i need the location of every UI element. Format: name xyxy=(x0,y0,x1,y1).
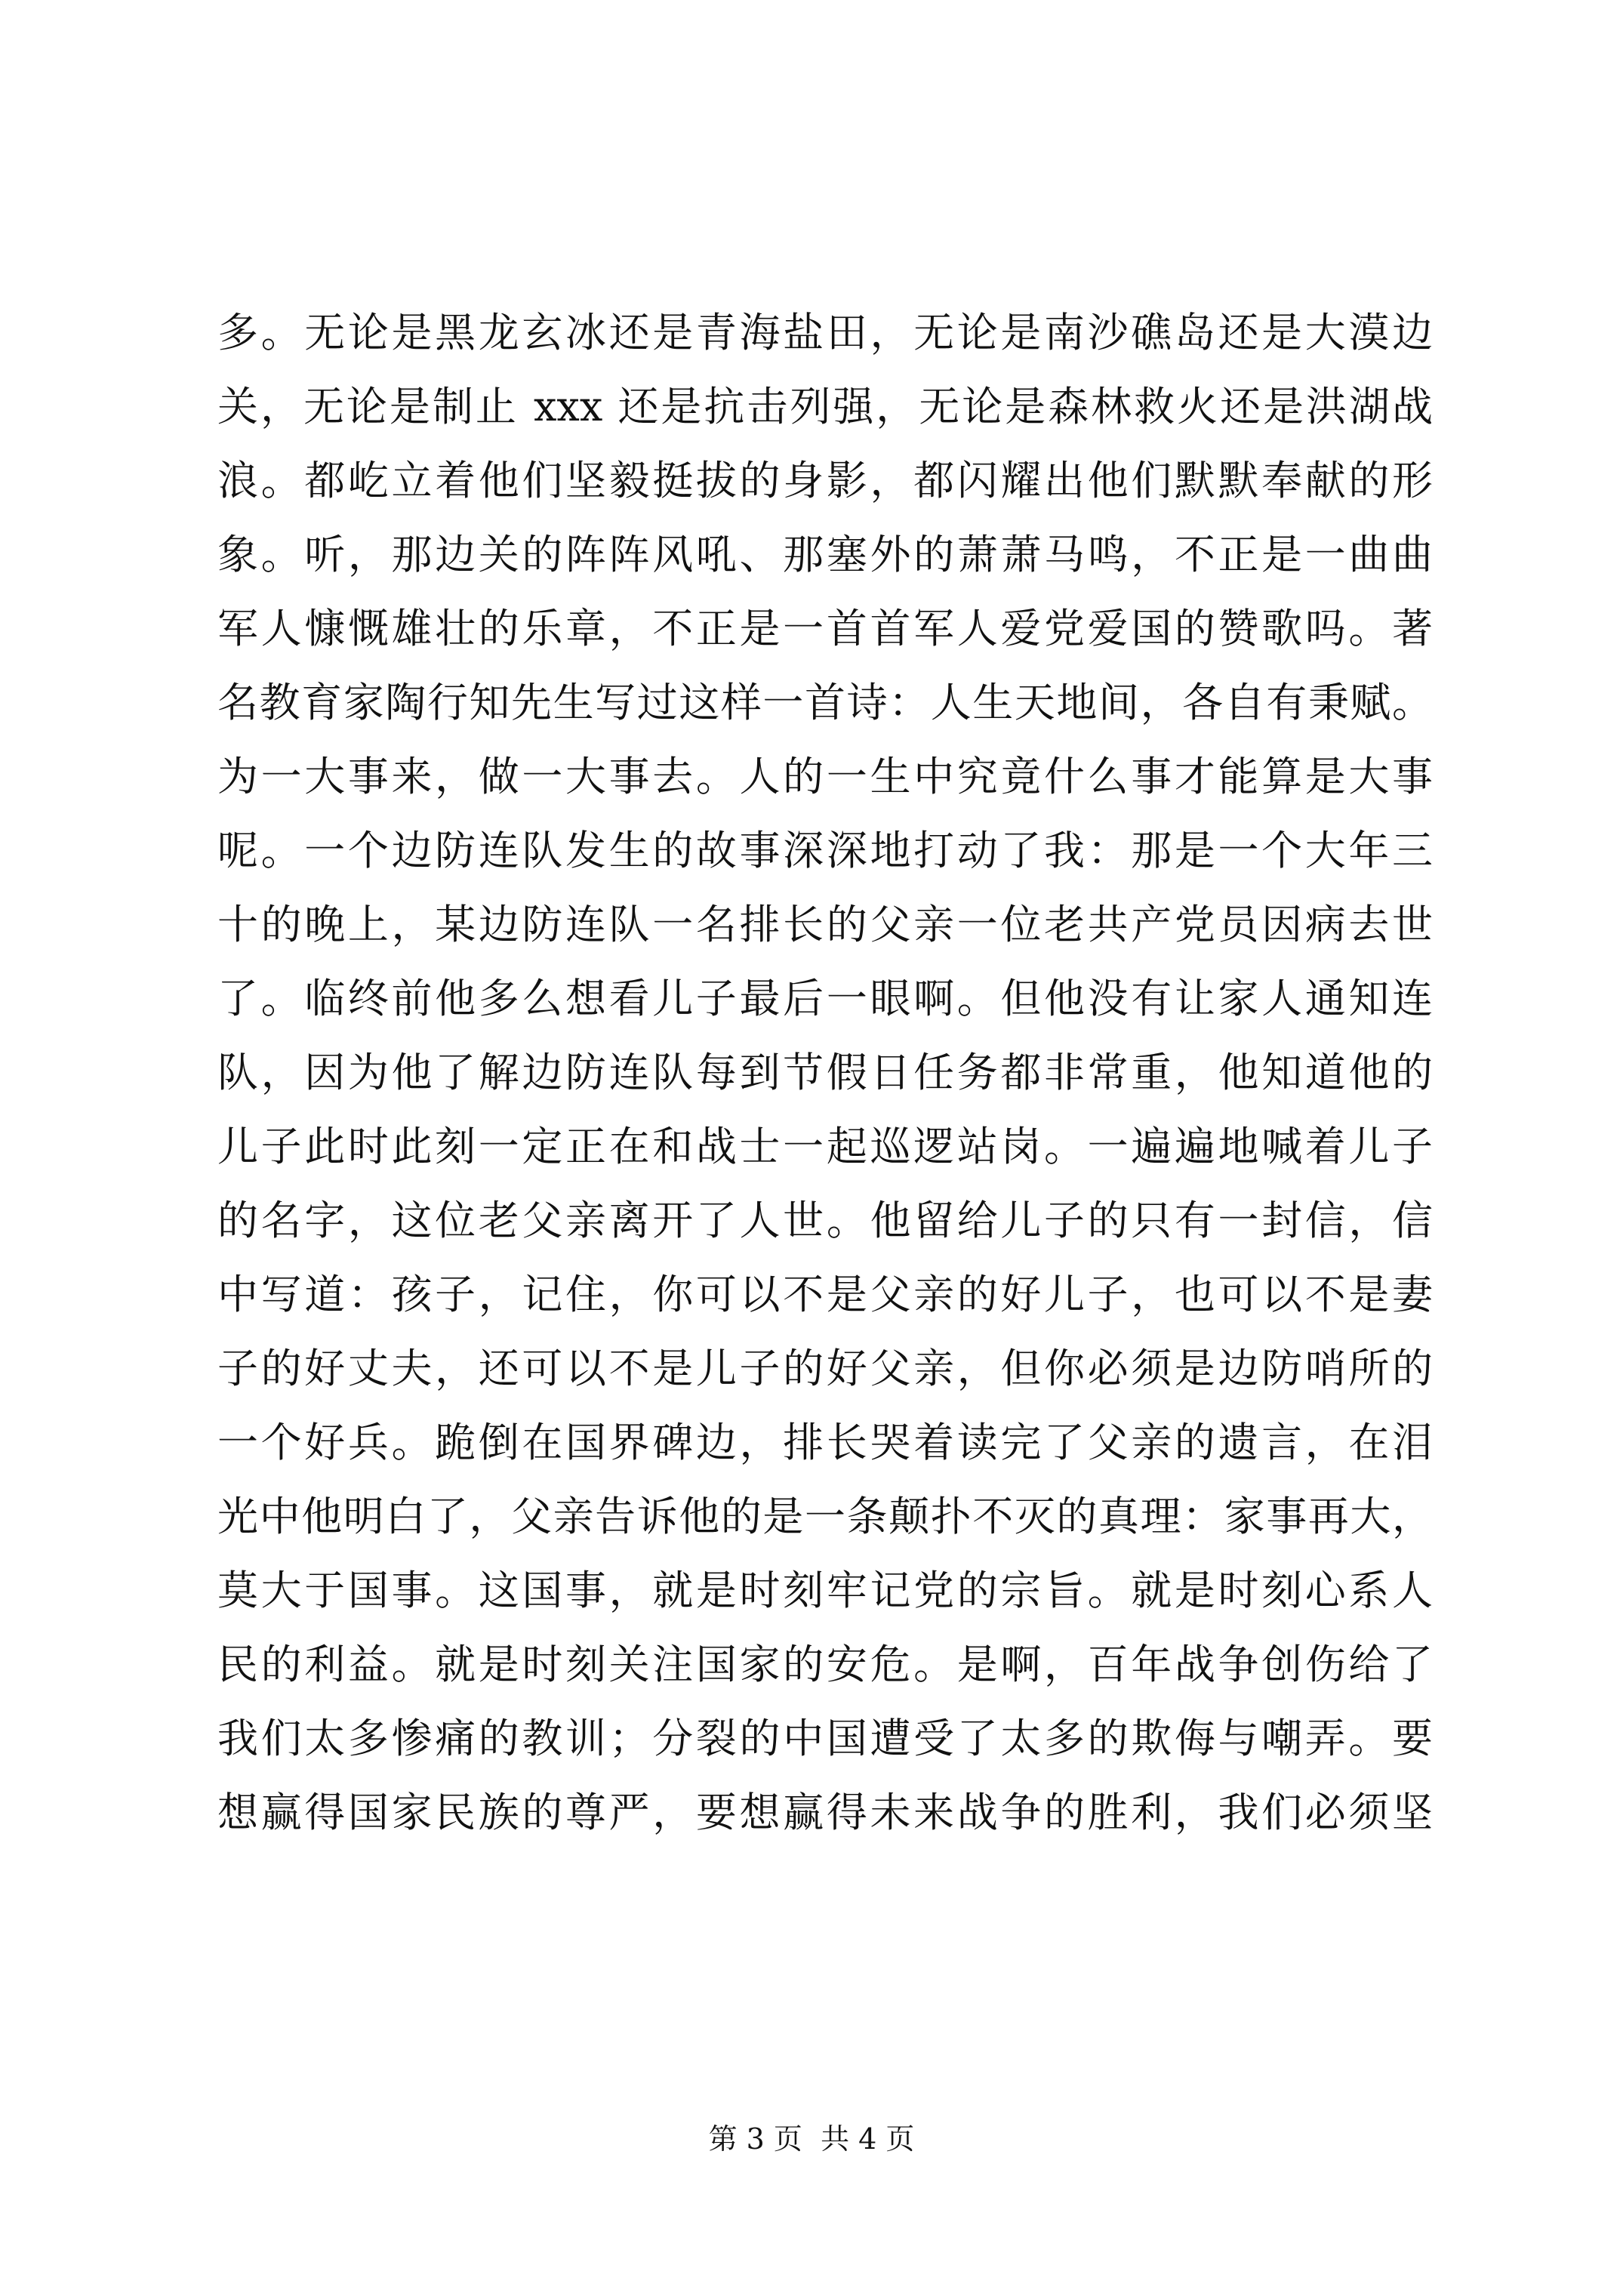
text-line: 呢。一个边防连队发生的故事深深地打动了我：那是一个大年三 xyxy=(217,827,1433,874)
text-line: 子的好丈夫，还可以不是儿子的好父亲，但你必须是边防哨所的 xyxy=(217,1345,1433,1392)
text-line: 象。听，那边关的阵阵风吼、那塞外的萧萧马鸣，不正是一曲曲 xyxy=(217,531,1433,578)
page-number: 第 3 页 共 4 页 xyxy=(708,2122,915,2156)
text-line: 想赢得国家民族的尊严，要想赢得未来战争的胜利，我们必须坚 xyxy=(217,1789,1433,1836)
text-line: 队，因为他了解边防连队每到节假日任务都非常重，他知道他的 xyxy=(217,1049,1433,1096)
text-line: 的名字，这位老父亲离开了人世。他留给儿子的只有一封信，信 xyxy=(217,1197,1433,1244)
text-line: 关，无论是制止 xxx 还是抗击列强，无论是森林救火还是洪湖战 xyxy=(217,383,1433,430)
text-line: 儿子此时此刻一定正在和战士一起巡逻站岗。一遍遍地喊着儿子 xyxy=(217,1123,1433,1170)
text-line: 多。无论是黑龙玄冰还是青海盐田，无论是南沙礁岛还是大漠边 xyxy=(217,309,1433,356)
page-footer xyxy=(0,2120,1623,2158)
text-line: 了。临终前他多么想看儿子最后一眼啊。但他没有让家人通知连 xyxy=(217,975,1433,1022)
body-text xyxy=(217,296,1433,1850)
text-line: 浪。都屹立着他们坚毅挺拔的身影，都闪耀出他们默默奉献的形 xyxy=(217,457,1433,504)
text-line: 军人慷慨雄壮的乐章，不正是一首首军人爱党爱国的赞歌吗。著 xyxy=(217,605,1433,652)
text-line: 我们太多惨痛的教训；分裂的中国遭受了太多的欺侮与嘲弄。要 xyxy=(217,1715,1433,1762)
text-line: 中写道：孩子，记住，你可以不是父亲的好儿子，也可以不是妻 xyxy=(217,1271,1433,1318)
text-line: 为一大事来，做一大事去。人的一生中究竟什么事才能算是大事 xyxy=(217,753,1433,800)
text-line: 名教育家陶行知先生写过这样一首诗：人生天地间，各自有秉赋。 xyxy=(217,679,1433,726)
text-line: 光中他明白了，父亲告诉他的是一条颠扑不灭的真理：家事再大， xyxy=(217,1493,1433,1540)
text-line: 十的晚上，某边防连队一名排长的父亲一位老共产党员因病去世 xyxy=(217,901,1433,948)
text-line: 莫大于国事。这国事，就是时刻牢记党的宗旨。就是时刻心系人 xyxy=(217,1567,1433,1614)
text-line: 民的利益。就是时刻关注国家的安危。是啊，百年战争创伤给了 xyxy=(217,1641,1433,1688)
text-line: 一个好兵。跪倒在国界碑边，排长哭着读完了父亲的遗言，在泪 xyxy=(217,1419,1433,1466)
